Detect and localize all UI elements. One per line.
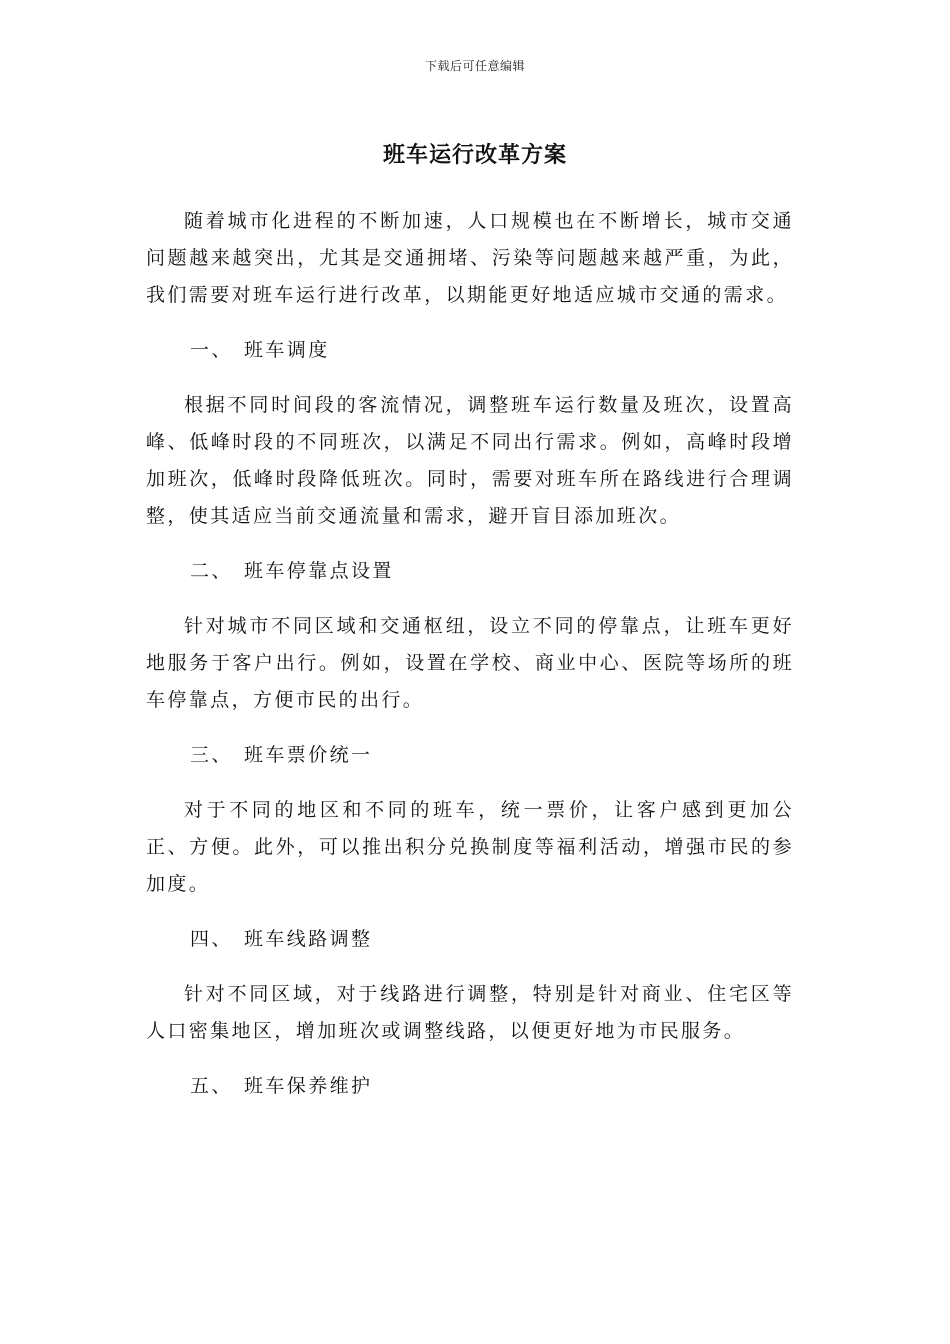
section-number: 二、 [190, 560, 233, 582]
intro-paragraph: 随着城市化进程的不断加速，人口规模也在不断增长，城市交通问题越来越突出，尤其是交通拥堵、污染等问题越来越严重，为此，我们需要对班车运行进行改革，以期能更好地适应城市交通的需求。 [146, 210, 794, 306]
section-heading-1 [146, 332, 794, 369]
section-paragraph-2: 针对城市不同区域和交通枢纽，设立不同的停靠点，让班车更好地服务于客户出行。例如，设置在学校、商业中心、医院等场所的班车停靠点，方便市民的出行。 [146, 615, 794, 711]
document-body [146, 203, 794, 1123]
section-title: 班车线路调整 [244, 928, 373, 950]
section-heading-2 [146, 553, 794, 590]
section-number: 一、 [190, 339, 233, 361]
section-number: 三、 [190, 744, 233, 766]
section-paragraph-4: 针对不同区域，对于线路进行调整，特别是针对商业、住宅区等人口密集地区，增加班次或调整线路，以便更好地为市民服务。 [146, 983, 794, 1042]
header-note: 下载后可任意编辑 [424, 59, 525, 73]
section-title: 班车停靠点设置 [244, 560, 394, 582]
section-heading-3 [146, 737, 794, 774]
section-heading-4 [146, 921, 794, 958]
section-title: 班车调度 [244, 339, 330, 361]
section-title: 班车保养维护 [244, 1075, 373, 1097]
section-paragraph-3: 对于不同的地区和不同的班车，统一票价，让客户感到更加公正、方便。此外，可以推出积分兑换制度等福利活动，增强市民的参加度。 [146, 799, 794, 895]
section-number: 五、 [190, 1075, 233, 1097]
section-paragraph-1: 根据不同时间段的客流情况，调整班车运行数量及班次，设置高峰、低峰时段的不同班次，以满足不同出行需求。例如，高峰时段增加班次，低峰时段降低班次。同时，需要对班车所在路线进行合理调整，使其适应当前交通流量和需求，避开盲目添加班次。 [146, 394, 794, 527]
section-title: 班车票价统一 [244, 744, 373, 766]
section-number: 四、 [190, 928, 233, 950]
section-heading-5 [146, 1068, 794, 1105]
document-title: 班车运行改革方案 [382, 143, 567, 168]
